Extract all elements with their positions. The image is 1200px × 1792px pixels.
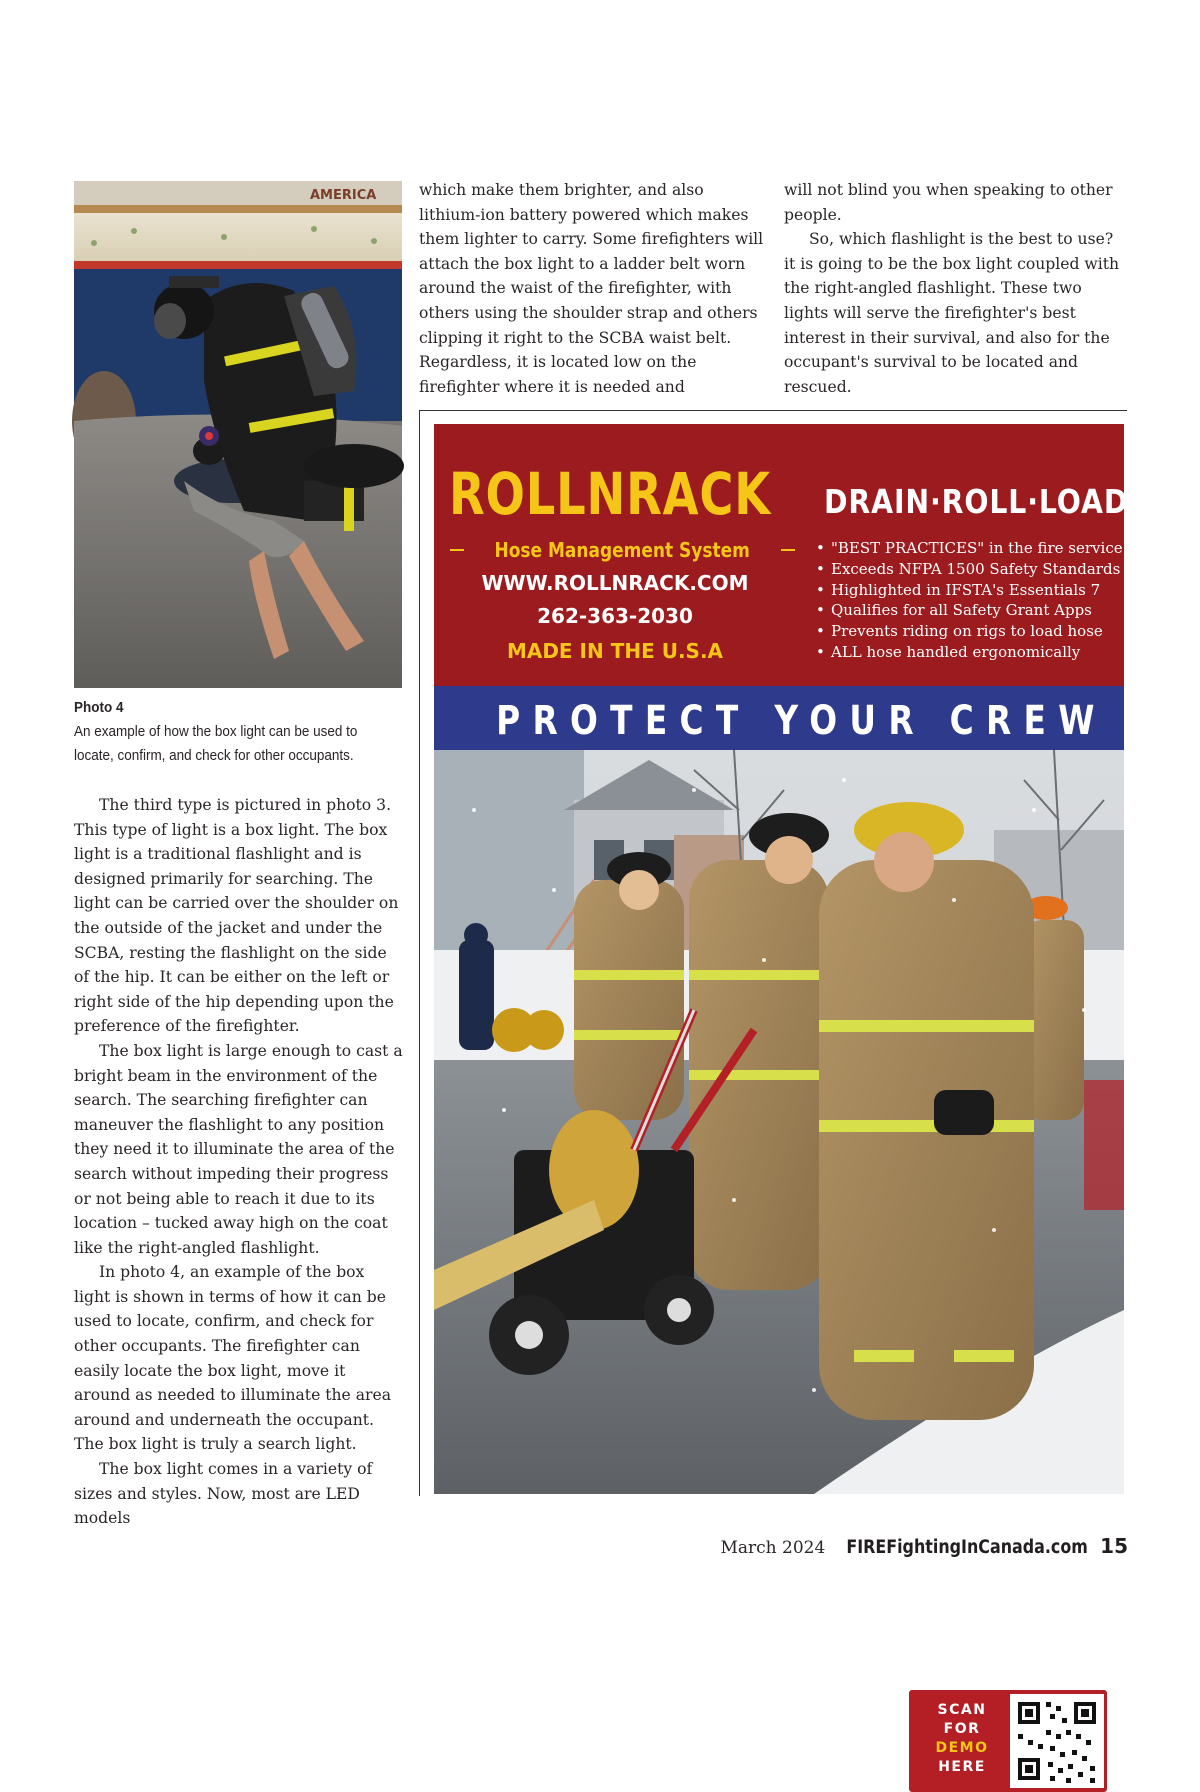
ad-bullet-list — [816, 538, 1123, 663]
paragraph: The box light is large enough to cast a bright beam in the environment of the search. The searching firefighter can maneuver the flashlight to any position they need it to illuminate the area of the search without impeding their progress or not being able to reach it due to its location – tucked away high on the coat like the right-angled flashlight. — [74, 1041, 403, 1257]
bullet-item: • Prevents riding on rigs to load hose — [816, 621, 1116, 642]
paragraph: In photo 4, an example of the box light is shown in terms of how it can be used to locate, confirm, and check for other occupants. The firefighter can easily locate the box light, move it around as needed to illuminate the area around and underneath the occupant. The box light is truly a search light. — [74, 1263, 392, 1454]
article-column-1 — [74, 793, 404, 1531]
scan-for-demo-qr[interactable] — [909, 1690, 1107, 1792]
tagline-rule-right — [781, 549, 795, 551]
qr-line: HERE — [938, 1759, 986, 1775]
bullet-item: • Qualifies for all Safety Grant Apps — [816, 600, 1116, 621]
caption-label: Photo 4 — [74, 700, 124, 716]
page-number: 15 — [1100, 1534, 1128, 1558]
article-column-3 — [784, 178, 1129, 399]
protect-crew-banner — [434, 686, 1124, 750]
banner-text: PROTECT YOUR CREW — [496, 698, 1107, 744]
ad-website-link[interactable]: WWW.ROLLNRACK.COM — [481, 571, 749, 595]
qr-label — [918, 1701, 1006, 1777]
issue-date: March 2024 — [720, 1538, 826, 1558]
made-in-usa: MADE IN THE U.S.A — [506, 639, 724, 663]
paragraph: The box light comes in a variety of sizes and styles. Now, most are LED models — [74, 1460, 373, 1528]
ad-headline: DRAIN·ROLL·LOAD — [824, 482, 1129, 521]
qr-code-icon[interactable] — [1010, 1694, 1104, 1788]
qr-line: FOR — [943, 1721, 981, 1737]
paragraph: The third type is pictured in photo 3. This type of light is a box light. The box light is a traditional flashlight and is designed primarily for searching. The light can be carried over the shoulder on the outside of the jacket and under the SCBA, resting the flashlight on the side of the hip. It can be either on the left or right side of the hip depending upon the preference of the firefighter. — [74, 796, 399, 1036]
article-column-2 — [419, 178, 764, 399]
photo-4-image — [74, 181, 402, 688]
tagline-text: Hose Management System — [494, 538, 751, 562]
publication-site-link[interactable]: FIREFightingInCanada.com — [846, 1537, 1089, 1558]
bullet-item: • "BEST PRACTICES" in the fire service — [816, 538, 1116, 559]
bullet-item: • ALL hose handled ergonomically — [816, 642, 1116, 663]
brand-logo: ROLLNRACK — [449, 460, 771, 528]
bullet-item: • Highlighted in IFSTA's Essentials 7 — [816, 580, 1116, 601]
america-sign: AMERICA — [310, 188, 377, 203]
brand-tagline — [450, 538, 795, 562]
qr-line: DEMO — [935, 1740, 989, 1756]
bullet-item: • Exceeds NFPA 1500 Safety Standards — [816, 559, 1116, 580]
paragraph: will not blind you when speaking to other people. — [784, 181, 1113, 224]
ad-header — [434, 424, 1129, 686]
ad-phone-number: 262-363-2030 — [537, 604, 693, 628]
tagline-rule-left — [450, 549, 464, 551]
qr-line: SCAN — [937, 1702, 987, 1718]
page-footer — [720, 1534, 1128, 1558]
paragraph: which make them brighter, and also lithium-ion battery powered which makes them lighter to carry. Some firefighters will attach the box light to a ladder belt worn around the waist of the firefighter, with others using the shoulder strap and others clipping it right to the SCBA waist belt. Regardless, it is located low on the firefighter where it is needed and — [419, 181, 764, 396]
paragraph: So, which flashlight is the best to use? it is going to be the box light coupled with the right-angled flashlight. These two lights will serve the firefighter's best interest in their survival, and also for the occupant's survival to be located and rescued. — [784, 230, 1120, 396]
photo-4-caption — [74, 696, 381, 768]
caption-text: An example of how the box light can be used to locate, confirm, and check for other occupants. — [74, 724, 358, 764]
